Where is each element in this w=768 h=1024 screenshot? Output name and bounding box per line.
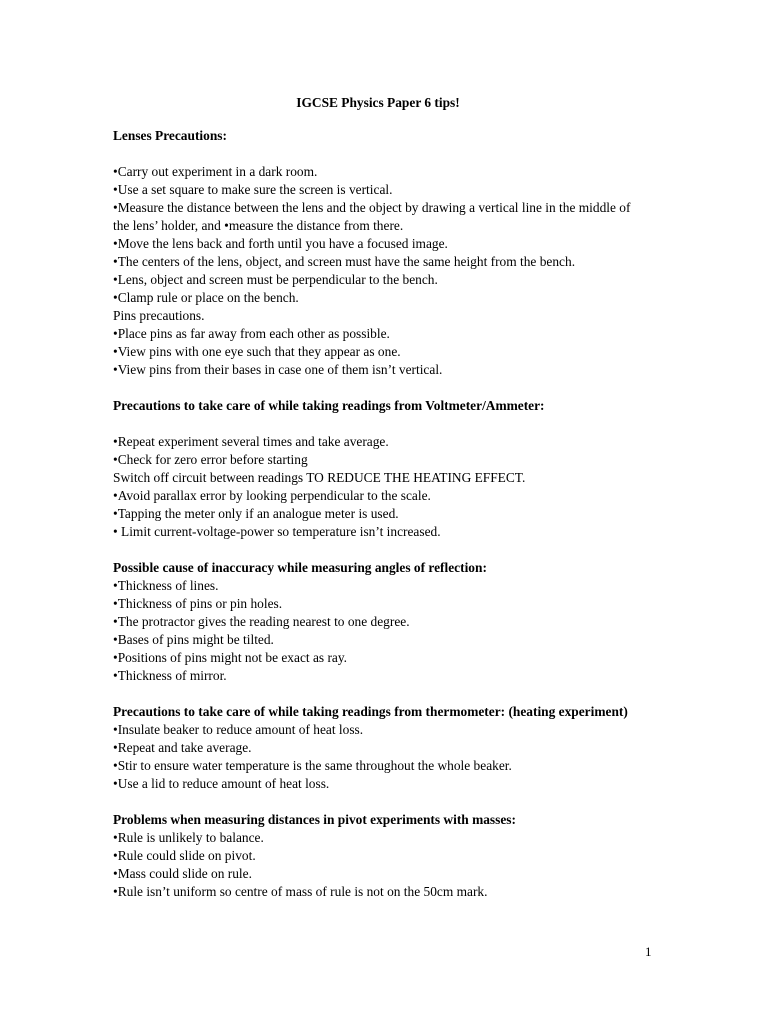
section-4	[113, 703, 643, 793]
list-item: •Thickness of pins or pin holes.	[113, 596, 283, 611]
document-body	[113, 94, 643, 901]
spacer	[113, 793, 643, 811]
list-item: •Carry out experiment in a dark room.	[113, 164, 318, 179]
section-3	[113, 559, 643, 685]
list-item: •Positions of pins might not be exact as ray.	[113, 650, 348, 665]
list-item: •Check for zero error before starting	[113, 452, 308, 467]
list-item: •Use a lid to reduce amount of heat loss.	[113, 776, 330, 791]
list-item: •The protractor gives the reading nearest to one degree.	[113, 614, 410, 629]
list-item: •Rule isn’t uniform so centre of mass of rule is not on the 50cm mark.	[113, 884, 488, 899]
spacer	[113, 145, 643, 163]
list-item: •Rule is unlikely to balance.	[113, 830, 264, 845]
spacer	[113, 415, 643, 433]
list-item: •Thickness of lines.	[113, 578, 219, 593]
list-item: •Clamp rule or place on the bench.	[113, 290, 299, 305]
page-number: 1	[645, 944, 652, 959]
section-1	[113, 127, 643, 379]
list-item: •Repeat and take average.	[113, 740, 252, 755]
list-item: •Avoid parallax error by looking perpendicular to the scale.	[113, 488, 431, 503]
list-item: •Stir to ensure water temperature is the same throughout the whole beaker.	[113, 758, 512, 773]
section-heading: Precautions to take care of while taking readings from Voltmeter/Ammeter:	[113, 398, 545, 413]
list-item: •Tapping the meter only if an analogue meter is used.	[113, 506, 399, 521]
list-item: •Repeat experiment several times and take average.	[113, 434, 389, 449]
list-item: •Lens, object and screen must be perpendicular to the bench.	[113, 272, 438, 287]
section-heading: Problems when measuring distances in pivot experiments with masses:	[113, 812, 516, 827]
list-item: •Insulate beaker to reduce amount of heat loss.	[113, 722, 364, 737]
document-title: IGCSE Physics Paper 6 tips!	[296, 95, 460, 110]
list-item: •Thickness of mirror.	[113, 668, 227, 683]
list-item: •Bases of pins might be tilted.	[113, 632, 274, 647]
spacer	[113, 379, 643, 397]
list-item: •The centers of the lens, object, and screen must have the same height from the bench.	[113, 254, 576, 269]
list-item: •View pins from their bases in case one of them isn’t vertical.	[113, 362, 443, 377]
sections-container	[113, 127, 643, 901]
section-heading: Lenses Precautions:	[113, 128, 227, 143]
list-item: •Mass could slide on rule.	[113, 866, 252, 881]
section-heading: Possible cause of inaccuracy while measuring angles of reflection:	[113, 560, 487, 575]
section-heading: Precautions to take care of while taking readings from thermometer: (heating experiment)	[113, 704, 628, 719]
list-item: •Measure the distance between the lens and the object by drawing a vertical line in the middle of the lens’ holder, and •measure the distance from there.	[113, 200, 634, 233]
section-5	[113, 811, 643, 901]
list-item: • Limit current-voltage-power so temperature isn’t increased.	[113, 524, 441, 539]
list-item: Pins precautions.	[113, 308, 205, 323]
section-2	[113, 397, 643, 541]
spacer	[113, 685, 643, 703]
list-item: •Place pins as far away from each other as possible.	[113, 326, 390, 341]
list-item: Switch off circuit between readings TO REDUCE THE HEATING EFFECT.	[113, 470, 526, 485]
list-item: •View pins with one eye such that they appear as one.	[113, 344, 401, 359]
list-item: •Rule could slide on pivot.	[113, 848, 256, 863]
list-item: •Move the lens back and forth until you have a focused image.	[113, 236, 448, 251]
spacer	[113, 541, 643, 559]
list-item: •Use a set square to make sure the screen is vertical.	[113, 182, 393, 197]
